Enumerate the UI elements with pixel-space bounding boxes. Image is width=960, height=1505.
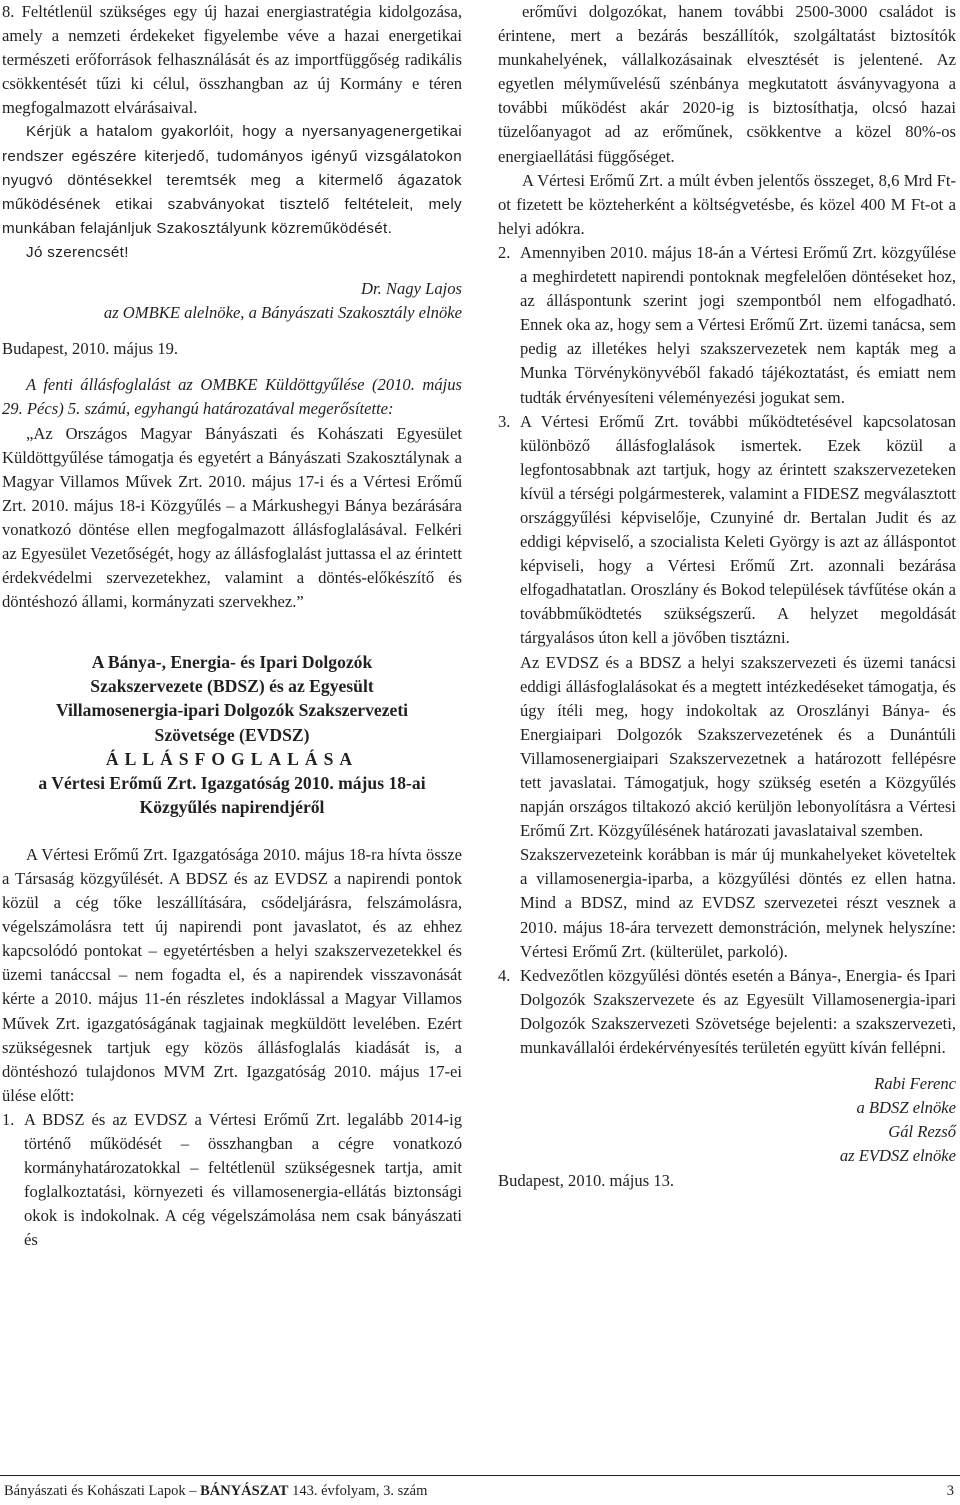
page-number: 3 (946, 1483, 954, 1499)
footer-divider (0, 1475, 960, 1476)
approval-note: A fenti állásfoglalást az OMBKE Küldöttgyűlése (2010. május 29. Pécs) 5. számú, egyhangú határozatával megerősítette: (2, 375, 462, 419)
volume-info: 143. évfolyam, 3. szám (292, 1483, 428, 1499)
numbered-list (498, 241, 956, 1060)
left-column (2, 0, 462, 1253)
list-number: 2. (498, 242, 511, 262)
section-name: BÁNYÁSZAT (200, 1483, 289, 1499)
page-footer (4, 1481, 956, 1501)
right-column (498, 0, 956, 1193)
title-line: a Vértesi Erőmű Zrt. Igazgatóság 2010. május 18-ai (38, 772, 426, 793)
title-line: Szövetsége (EVDSZ) (154, 724, 310, 745)
signature-role: az OMBKE alelnöke, a Bányászati Szakosztály elnöke (103, 303, 462, 323)
signature-role: a BDSZ elnöke (856, 1098, 956, 1118)
continued-paragraph: erőművi dolgozókat, hanem további 2500-3000 családot is érintene, mert a bezárás beszállítók, szolgáltatást biztosítók munkahelyének, vállalkozásainak elvesztését is jelentené. Az egyetlen mélyművelésű szénbánya megkutatott ásványvagyona a további működést akár 2020-ig is biztosíthatja, olcsó hazai tüzelőanyagot ad az erőműnek, csökkentve a közel 80%-os energiaellátási függőséget. (498, 2, 956, 166)
list-item-text: A Vértesi Erőmű Zrt. további működtetésével kapcsolatosan különböző állásfoglalások ismertek. Ezek közül a legfontosabbnak azt tartjuk, hogy az érintett szakszervezeteken kívül a térségi polgármesterek, valamint a FIDESZ megválasztott országgyűlési képviselője, Czunyiné dr. Bertalan Judit és az eddigi képviselő, a szocialista Keleti György is azt az álláspontot képviseli, hogy a Vértesi Erőmű Zrt. azonnali bezárása elfogadhatatlan. Oroszlány és Bokod települések távfűtése okán a továbbműködtetés szükségszerű. A helyzet megoldását tárgyalásos úton kell a jövőben tisztázni. (520, 411, 956, 648)
date-line-1: Budapest, 2010. május 19. (2, 339, 179, 359)
list-item (2, 1108, 462, 1253)
list-number: 1. (2, 1109, 15, 1129)
intro-point-8: 8. Feltétlenül szükséges egy új hazai energiastratégia kidolgozása, amely a nemzeti érdekeket figyelembe véve a hazai energetikai természeti erőforrások felhasználását és az importfüggőség radikális csökkentését tűzi ki célul, összhangban az új Kormány e téren megfogalmazott elvárásaival. (2, 2, 462, 118)
title-line: Közgyűlés napirendjéről (139, 796, 325, 817)
list-item (498, 964, 956, 1060)
greeting: Jó szerencsét! (26, 243, 129, 261)
list-number: 4. (498, 965, 511, 985)
title-line: A Bánya-, Energia- és Ipari Dolgozók (91, 652, 373, 673)
list-item-text: Az EVDSZ és a BDSZ a helyi szakszervezeti és üzemi tanácsi eddigi állásfoglalásokat és a megtett intézkedéseket támogatja, és úgy ítéli meg, hogy indokoltak az Oroszlányi Bánya- és Energiaipari Dolgozók Szakszervezetének és a Dunántúli Villamosenergiaipari Szakszervezetnek a határozott fellépésre tett javaslatai. Támogatjuk, hogy szükség esetén a Közgyűlés napján országos tiltakozó akció kerüljön lebonyolításra a Vértesi Erőmű Zrt. Közgyűlésének határozati javaslataival szemben. (520, 652, 956, 841)
signature-role: az EVDSZ elnöke (839, 1146, 956, 1166)
signature-name: Rabi Ferenc (874, 1074, 956, 1094)
footer-dash: – (189, 1483, 197, 1499)
resolution-quote: „Az Országos Magyar Bányászati és Kohászati Egyesület Küldöttgyűlése támogatja és egyetért a Bányászati Szakosztálynak a Magyar Villamos Művek Zrt. 2010. május 17-i és a Vértesi Erőmű Zrt. 2010. május 18-i Közgyűlés – a Márkushegyi Bánya bezárására vonatkozó döntése ellen megfogalmazott állásfoglalásával. Felkéri az Egyesület Vezetőségét, hogy az állásfoglalást juttassa el az érintett érdekvédelmi szervezetekhez, valamint a döntés-előkészítő és döntéshozó állami, kormányzati szervekhez.” (2, 423, 462, 612)
list-item-text: Kedvezőtlen közgyűlési döntés esetén a Bánya-, Energia- és Ipari Dolgozók Szakszervezete és az Egyesült Villamosenergia-ipari Dolgozók Szakszervezeti Szövetsége bejelenti: a szakszervezeti, munkavállalói érdekérvényesítés területén együtt kíván fellépni. (520, 965, 956, 1058)
list-item-text: Szakszervezeteink korábban is már új munkahelyeket követeltek a villamosenergia-iparba, a közgyűlési döntés ez ellen hatna. Mind a BDSZ, mind az EVDSZ szervezetei részt vesznek a 2010. május 18-ára tervezett demonstráción, melynek helyszíne: Vértesi Erőmű Zrt. (külterület, parkoló). (520, 845, 956, 961)
signature-name: Gál Rezső (888, 1122, 956, 1142)
date-line-2: Budapest, 2010. május 13. (498, 1170, 675, 1190)
signature-name: Dr. Nagy Lajos (361, 279, 462, 299)
list-item (498, 410, 956, 964)
title-line: Villamosenergia-ipari Dolgozók Szakszervezeti (55, 700, 409, 721)
journal-name: Bányászati és Kohászati Lapok (4, 1483, 186, 1499)
title-line: Szakszervezete (BDSZ) és az Egyesült (90, 676, 374, 697)
list-number: 3. (498, 411, 511, 431)
list-item-text: A BDSZ és az EVDSZ a Vértesi Erőmű Zrt. legalább 2014-ig történő működését – összhangban a cégre vonatkozó kormányhatározatokkal – feltétlenül szükségesnek tartja, amit foglalkoztatási, környezeti és villamosenergia-ellátás biztonsági okok is indokolnak. A cég végelszámolása nem csak bányászati és (24, 1109, 462, 1250)
list-item (498, 241, 956, 410)
resolution-title (2, 650, 462, 819)
list-item-text: Amennyiben 2010. május 18-án a Vértesi Erőmű Zrt. közgyűlése a meghirdetett napirendi pontoknak megfelelően döntéseket hoz, az álláspontunk szerint jogi szempontból nem elfogadható. Ennek oka az, hogy sem a Vértesi Erőmű Zrt. üzemi tanácsa, sem pedig az illetékes helyi szakszervezetek nem kapták meg a Munka Törvénykönyvéből fakadó tájékoztatást, és emiatt nem tudták érvényesíteni véleményezési jogukat sem. (520, 242, 956, 407)
numbered-list (2, 1108, 462, 1253)
body-paragraph: A Vértesi Erőmű Zrt. Igazgatósága 2010. május 18-ra hívta össze a Társaság közgyűlését. A BDSZ és az EVDSZ a napirendi pontok közül a cég tőke leszállítására, csődeljárásra, felszámolásra, végelszámolásra tett új napirendi pont javaslatot, és az ehhez kapcsolódó pontokat – egyetértésben a helyi szakszervezetekkel és üzemi tanáccsal – nem fogadta el, és a napirendek visszavonását kérte a 2010. május 11-én részletes indoklással a Magyar Villamos Művek Zrt. igazgatóságának tagjainak megküldött levelében. Ezért szükségesnek tartjuk egy közös állásfoglalás kiadását is, a döntéshozó tulajdonos MVM Zrt. Igazgatóság 2010. május 17-ei ülése előtt: (2, 844, 462, 1105)
request-paragraph: Kérjük a hatalom gyakorlóit, hogy a nyersanyagenergetikai rendszer egészére kiterjedő, tudományos igényű vizsgálatokon nyugvó döntésekkel teremtsék meg a kitermelő ágazatok működésének etikai szabványokat tisztelő feltételeit, mely munkában felajánljuk Szakosztályunk közreműködését. (2, 123, 462, 237)
title-line: ÁLLÁSFOGLALÁSA (105, 748, 359, 769)
continued-paragraph: A Vértesi Erőmű Zrt. a múlt évben jelentős összeget, 8,6 Mrd Ft-ot fizetett be közteherként a költségvetésbe, és közel 400 M Ft-ot a helyi adókra. (498, 170, 956, 238)
